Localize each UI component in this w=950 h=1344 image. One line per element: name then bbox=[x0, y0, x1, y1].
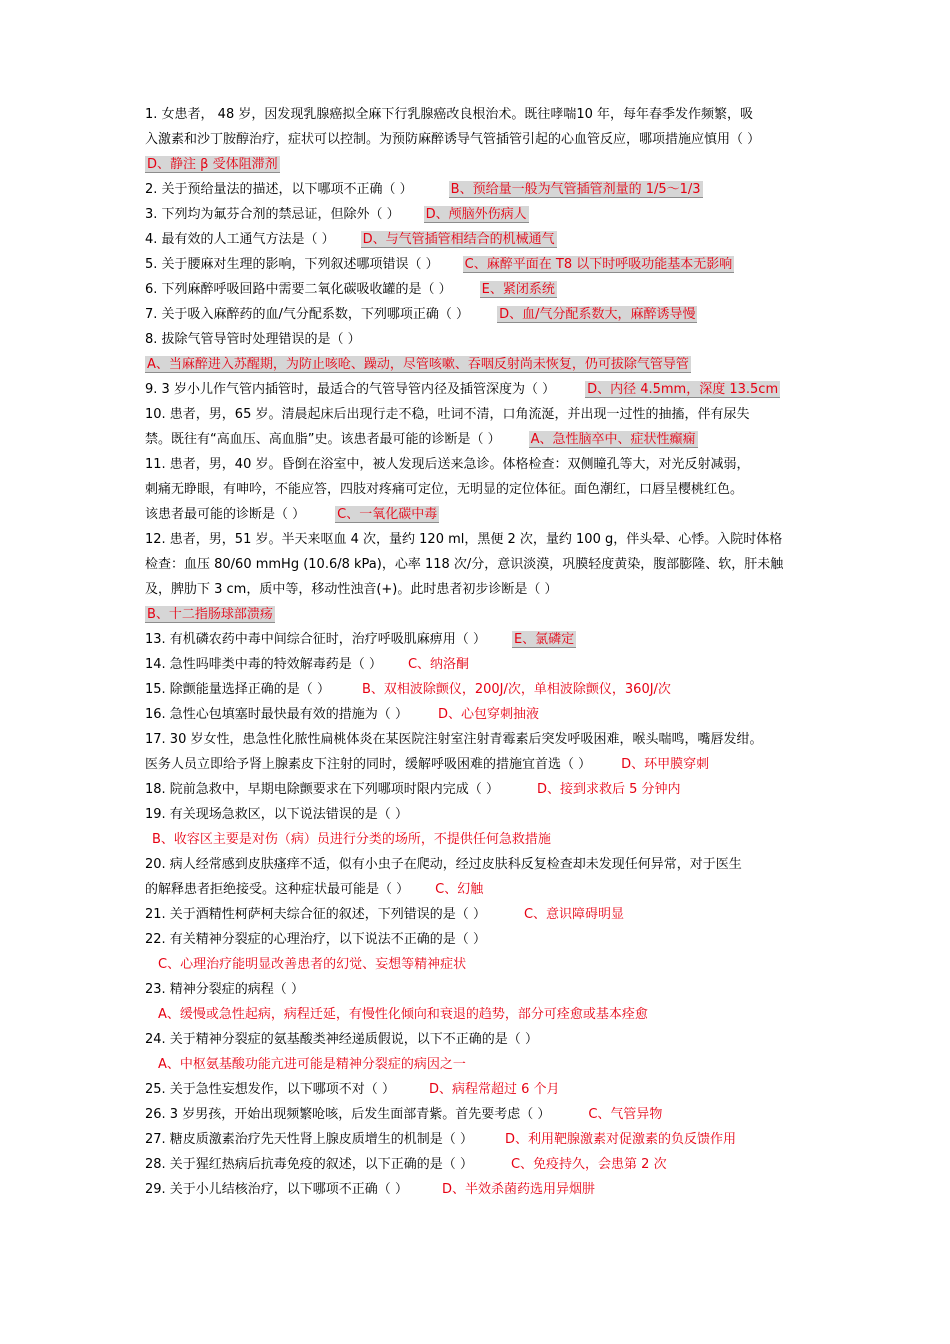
question-28-text: 28. 关于猩红热病后抗毒免疫的叙述，以下正确的是（ ） bbox=[145, 1157, 473, 1172]
question-26-line bbox=[145, 1105, 813, 1125]
question-26-answer: C、气管异物 bbox=[588, 1107, 663, 1122]
question-6-answer: E、紧闭系统 bbox=[481, 282, 555, 297]
question-17-answer: D、环甲膜穿刺 bbox=[621, 757, 710, 772]
question-1-answer: D、静注 β 受体阻滞剂 bbox=[147, 157, 278, 172]
question-10-line-1: 10. 患者，男，65 岁。清晨起床后出现行走不稳，吐词不清，口角流涎，并出现一过性的抽搐，伴有尿失 bbox=[145, 407, 750, 422]
question-11-answer: C、一氧化碳中毒 bbox=[337, 507, 438, 522]
question-8-answer-line bbox=[145, 355, 813, 375]
question-21-answer: C、意识障碍明显 bbox=[523, 907, 625, 922]
question-21-text: 21. 关于酒精性柯萨柯夫综合征的叙述，下列错误的是（ ） bbox=[145, 907, 486, 922]
question-7-text: 7. 关于吸入麻醉药的血/气分配系数，下列哪项正确（ ） bbox=[145, 307, 470, 322]
question-5-text: 5. 关于腰麻对生理的影响，下列叙述哪项错误（ ） bbox=[145, 257, 439, 272]
question-3-text: 3. 下列均为氟芬合剂的禁忌证，但除外（ ） bbox=[145, 207, 400, 222]
question-11-text: 该患者最可能的诊断是（ ） bbox=[145, 507, 306, 522]
question-20-text: 的解释患者拒绝接受。这种症状最可能是（ ） bbox=[145, 882, 410, 897]
question-12-line-1: 12. 患者，男，51 岁。半天来呕血 4 次，量约 120 ml，黑便 2 次，量约 100 g，伴头晕、心悸。入院时体格 bbox=[145, 532, 783, 547]
question-8-answer: A、当麻醉进入苏醒期，为防止咳呛、躁动，尽管咳嗽、吞咽反射尚未恢复，仍可拔除气管导管 bbox=[147, 357, 689, 372]
question-28-line bbox=[145, 1155, 813, 1175]
question-4-line bbox=[145, 230, 813, 250]
question-12-answer-line bbox=[145, 605, 813, 625]
question-13-answer: E、氯磷定 bbox=[513, 632, 575, 647]
question-23-answer: A、缓慢或急性起病，病程迁延，有慢性化倾向和衰退的趋势，部分可痊愈或基本痊愈 bbox=[158, 1007, 648, 1022]
question-17-text: 医务人员立即给予肾上腺素皮下注射的同时，缓解呼吸困难的措施宜首选（ ） bbox=[145, 757, 592, 772]
question-13-line bbox=[145, 630, 813, 650]
question-17-line-1: 17. 30 岁女性，患急性化脓性扁桃体炎在某医院注射室注射青霉素后突发呼吸困难，喉头喘鸣，嘴唇发绀。 bbox=[145, 732, 763, 747]
question-12-answer: B、十二指肠球部溃疡 bbox=[147, 607, 273, 622]
question-12-line-3: 及，脾肋下 3 cm，质中等，移动性浊音(+)。此时患者初步诊断是（ ） bbox=[145, 582, 558, 597]
question-25-line bbox=[145, 1080, 813, 1100]
question-3-answer: D、颅脑外伤病人 bbox=[425, 207, 527, 222]
question-24-answer: A、中枢氨基酸功能亢进可能是精神分裂症的病因之一 bbox=[158, 1057, 466, 1072]
question-2-answer: B、预给量一般为气管插管剂量的 1/5～1/3 bbox=[450, 182, 701, 197]
question-29-answer: D、半效杀菌药选用异烟肼 bbox=[441, 1182, 595, 1197]
question-10-line-2 bbox=[145, 430, 813, 450]
question-11-line-2: 刺痛无睁眼，有呻吟，不能应答，四肢对疼痛可定位，无明显的定位体征。面色潮红，口唇呈樱桃红色。 bbox=[145, 482, 744, 497]
question-1-answer-line bbox=[145, 155, 813, 175]
question-26-text: 26. 3 岁男孩，开始出现频繁呛咳，后发生面部青紫。首先要考虑（ ） bbox=[145, 1107, 551, 1122]
question-15-answer: B、双相波除颤仪，200J/次，单相波除颤仪，360J/次 bbox=[361, 682, 671, 697]
question-23-line: 23. 精神分裂症的病程（ ） bbox=[145, 982, 304, 997]
question-22-answer: C、心理治疗能明显改善患者的幻觉、妄想等精神症状 bbox=[158, 957, 467, 972]
question-13-text: 13. 有机磷农药中毒中间综合征时，治疗呼吸肌麻痹用（ ） bbox=[145, 632, 486, 647]
question-5-line bbox=[145, 255, 813, 275]
question-11-line-3 bbox=[145, 505, 813, 525]
question-19-line: 19. 有关现场急救区，以下说法错误的是（ ） bbox=[145, 807, 408, 822]
question-12-line-2: 检查：血压 80/60 mmHg (10.6/8 kPa)，心率 118 次/分，意识淡漠，巩膜轻度黄染，腹部膨隆、软，肝未触 bbox=[145, 557, 784, 572]
question-25-text: 25. 关于急性妄想发作，以下哪项不对（ ） bbox=[145, 1082, 395, 1097]
question-25-answer: D、病程常超过 6 个月 bbox=[428, 1082, 560, 1097]
question-2-text: 2. 关于预给量法的描述，以下哪项不正确（ ） bbox=[145, 182, 413, 197]
question-4-answer: D、与气管插管相结合的机械通气 bbox=[362, 232, 555, 247]
question-1-line-1: 1. 女患者， 48 岁，因发现乳腺癌拟全麻下行乳腺癌改良根治术。既往哮喘10 年，每年春季发作频繁，吸 bbox=[145, 107, 754, 122]
question-17-line-2 bbox=[145, 755, 813, 775]
question-24-line: 24. 关于精神分裂症的氨基酸类神经递质假说，以下不正确的是（ ） bbox=[145, 1032, 538, 1047]
question-22-line: 22. 有关精神分裂症的心理治疗，以下说法不正确的是（ ） bbox=[145, 932, 486, 947]
question-18-line bbox=[145, 780, 813, 800]
question-6-line bbox=[145, 280, 813, 300]
question-20-answer: C、幻触 bbox=[435, 882, 484, 897]
question-16-line bbox=[145, 705, 813, 725]
question-15-line bbox=[145, 680, 813, 700]
question-24-answer-line bbox=[158, 1055, 826, 1075]
question-14-text: 14. 急性吗啡类中毒的特效解毒药是（ ） bbox=[145, 657, 382, 672]
question-14-line bbox=[145, 655, 813, 675]
question-18-answer: D、接到求救后 5 分钟内 bbox=[536, 782, 681, 797]
question-10-text: 禁。既往有“高血压、高血脂”史。该患者最可能的诊断是（ ） bbox=[145, 432, 501, 447]
question-20-line-1: 20. 病人经常感到皮肤瘙痒不适，似有小虫子在爬动，经过皮肤科反复检查却未发现任何异常，对于医生 bbox=[145, 857, 742, 872]
question-19-answer: B、收容区主要是对伤（病）员进行分类的场所，不提供任何急救措施 bbox=[152, 832, 551, 847]
question-11-line-1: 11. 患者，男，40 岁。昏倒在浴室中，被人发现后送来急诊。体格检查：双侧瞳孔等大，对光反射减弱， bbox=[145, 457, 750, 472]
question-27-line bbox=[145, 1130, 813, 1150]
question-7-answer: D、血/气分配系数大，麻醉诱导慢 bbox=[499, 307, 696, 322]
question-14-answer: C、纳洛酮 bbox=[407, 657, 470, 672]
question-1-line-2: 入激素和沙丁胺醇治疗，症状可以控制。为预防麻醉诱导气管插管引起的心血管反应，哪项措施应慎用（ ） bbox=[145, 132, 761, 147]
question-20-line-2 bbox=[145, 880, 813, 900]
question-29-line bbox=[145, 1180, 813, 1200]
question-4-text: 4. 最有效的人工通气方法是（ ） bbox=[145, 232, 335, 247]
question-9-line bbox=[145, 380, 813, 400]
question-9-answer: D、内径 4.5mm，深度 13.5cm bbox=[587, 382, 779, 397]
question-16-answer: D、心包穿刺抽液 bbox=[437, 707, 539, 722]
question-29-text: 29. 关于小儿结核治疗，以下哪项不正确（ ） bbox=[145, 1182, 408, 1197]
question-21-line bbox=[145, 905, 813, 925]
question-3-line bbox=[145, 205, 813, 225]
question-27-answer: D、利用靶腺激素对促激素的负反馈作用 bbox=[504, 1132, 736, 1147]
question-19-answer-line bbox=[152, 830, 820, 850]
question-15-text: 15. 除颤能量选择正确的是（ ） bbox=[145, 682, 330, 697]
question-28-answer: C、免疫持久，会患第 2 次 bbox=[510, 1157, 667, 1172]
question-2-line bbox=[145, 180, 813, 200]
question-8-line: 8. 拔除气管导管时处理错误的是（ ） bbox=[145, 332, 361, 347]
question-7-line bbox=[145, 305, 813, 325]
question-22-answer-line bbox=[158, 955, 826, 975]
question-6-text: 6. 下列麻醉呼吸回路中需要二氧化碳吸收罐的是（ ） bbox=[145, 282, 452, 297]
question-18-text: 18. 院前急救中，早期电除颤要求在下列哪项时限内完成（ ） bbox=[145, 782, 499, 797]
question-27-text: 27. 糖皮质激素治疗先天性肾上腺皮质增生的机制是（ ） bbox=[145, 1132, 473, 1147]
question-5-answer: C、麻醉平面在 T8 以下时呼吸功能基本无影响 bbox=[464, 257, 733, 272]
question-23-answer-line bbox=[158, 1005, 826, 1025]
question-10-answer: A、急性脑卒中、症状性癫痫 bbox=[530, 432, 696, 447]
question-9-text: 9. 3 岁小儿作气管内插管时，最适合的气管导管内径及插管深度为（ ） bbox=[145, 382, 556, 397]
question-16-text: 16. 急性心包填塞时最快最有效的措施为（ ） bbox=[145, 707, 408, 722]
